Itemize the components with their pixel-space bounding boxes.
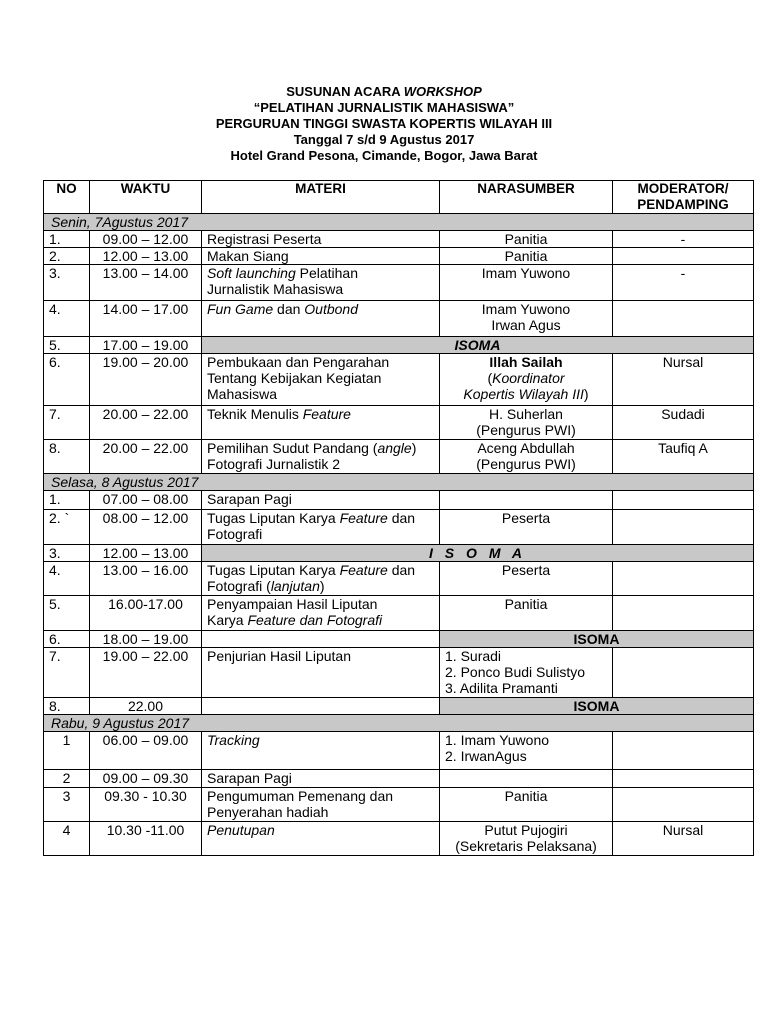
title-line-3: PERGURUAN TINGGI SWASTA KOPERTIS WILAYAH III — [215, 116, 553, 131]
title-line-1: SUSUNAN ACARA WORKSHOP — [286, 84, 482, 99]
table-row: 4 10.30 -11.00 Penutupan Putut Pujogiri (Sekretaris Pelaksana) Nursal — [44, 822, 754, 856]
table-row: 8. 22.00 ISOMA — [44, 698, 754, 715]
schedule-table — [43, 180, 754, 856]
table-row: 8. 20.00 – 22.00 Pemilihan Sudut Pandang (angle) Fotografi Jurnalistik 2 Aceng Abdullah (Pengurus PWI) Taufiq A — [44, 440, 754, 474]
header-no: NO — [44, 181, 90, 214]
table-row: 3. 12.00 – 13.00 I S O M A — [44, 545, 754, 562]
table-row: 7. 20.00 – 22.00 Teknik Menulis Feature H. Suherlan (Pengurus PWI) Sudadi — [44, 406, 754, 440]
isoma-cell: ISOMA — [440, 631, 754, 648]
title-line-4: Tanggal 7 s/d 9 Agustus 2017 — [293, 132, 475, 147]
header-moderator: MODERATOR/ PENDAMPING — [613, 181, 754, 214]
isoma-cell: I S O M A — [202, 545, 754, 562]
table-row: 6. 19.00 – 20.00 Pembukaan dan Pengarahan Tentang Kebijakan Kegiatan Mahasiswa Illah Sailah (Koordinator Kopertis Wilayah III) Nursal — [44, 354, 754, 406]
isoma-cell: ISOMA — [440, 698, 754, 715]
table-row: 5. 17.00 – 19.00 ISOMA — [44, 337, 754, 354]
header-narasumber: NARASUMBER — [440, 181, 613, 214]
table-row: 5. 16.00-17.00 Penyampaian Hasil Liputan Karya Feature dan Fotografi Panitia — [44, 596, 754, 631]
header-row — [44, 181, 754, 214]
table-row: 1. 09.00 – 12.00 Registrasi Peserta Panitia - — [44, 231, 754, 248]
document-title — [0, 84, 768, 164]
table-row: 4. 13.00 – 16.00 Tugas Liputan Karya Feature dan Fotografi (lanjutan) Peserta — [44, 562, 754, 596]
table-row: 4. 14.00 – 17.00 Fun Game dan Outbond Imam Yuwono Irwan Agus — [44, 301, 754, 337]
header-waktu: WAKTU — [90, 181, 202, 214]
title-line-5: Hotel Grand Pesona, Cimande, Bogor, Jawa Barat — [230, 148, 538, 163]
table-row: 2. 12.00 – 13.00 Makan Siang Panitia — [44, 248, 754, 265]
isoma-cell: ISOMA — [202, 337, 754, 354]
table-row: 3 09.30 - 10.30 Pengumuman Pemenang dan Penyerahan hadiah Panitia — [44, 788, 754, 822]
table-row: 3. 13.00 – 14.00 Soft launching Pelatihan Jurnalistik Mahasiswa Imam Yuwono - — [44, 265, 754, 301]
header-materi: MATERI — [202, 181, 440, 214]
table-row: 2 09.00 – 09.30 Sarapan Pagi — [44, 770, 754, 788]
table-row: 2. ` 08.00 – 12.00 Tugas Liputan Karya Feature dan Fotografi Peserta — [44, 510, 754, 545]
title-line-2: “PELATIHAN JURNALISTIK MAHASISWA” — [253, 100, 515, 115]
table-row: 7. 19.00 – 22.00 Penjurian Hasil Liputan 1. Suradi 2. Ponco Budi Sulistyo 3. Adilita Pramanti — [44, 648, 754, 698]
table-row: 1 06.00 – 09.00 Tracking 1. Imam Yuwono 2. IrwanAgus — [44, 732, 754, 770]
day-row: Selasa, 8 Agustus 2017 — [44, 474, 754, 491]
table-row: 6. 18.00 – 19.00 ISOMA — [44, 631, 754, 648]
table-row: 1. 07.00 – 08.00 Sarapan Pagi — [44, 491, 754, 510]
day-row: Rabu, 9 Agustus 2017 — [44, 715, 754, 732]
day-row: Senin, 7Agustus 2017 — [44, 214, 754, 231]
